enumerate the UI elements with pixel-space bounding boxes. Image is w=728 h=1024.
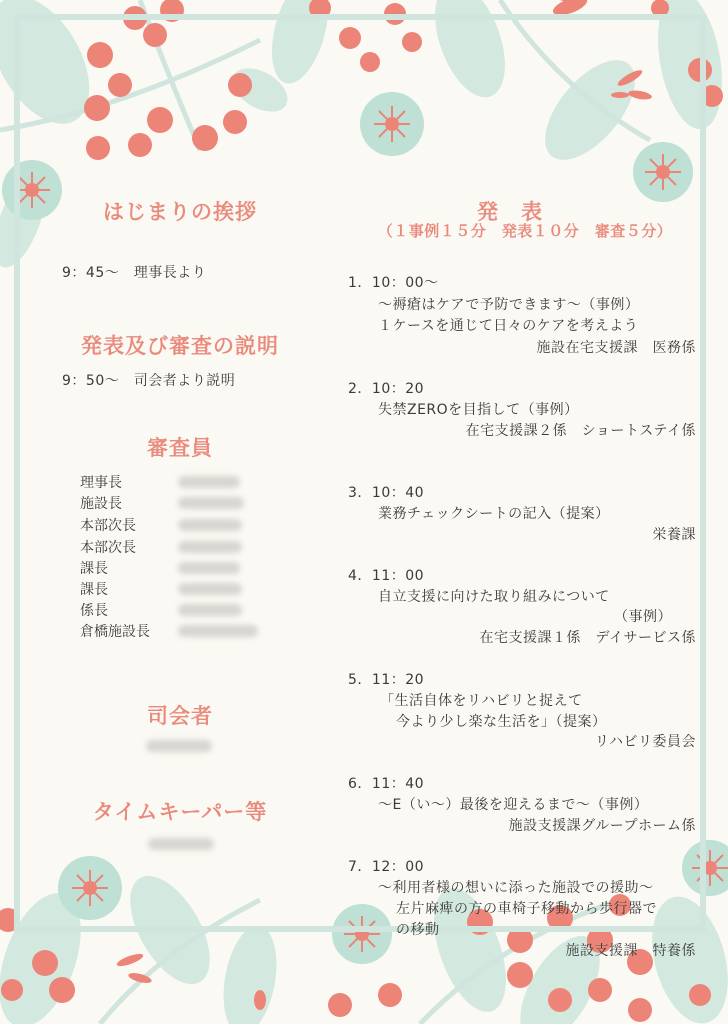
presentation-time: 7．12：00: [348, 859, 425, 875]
presentation-time: 6．11：40: [348, 776, 425, 792]
redacted-mc-name: [146, 740, 212, 752]
presentation-title: 失禁ZEROを目指して（事例）: [378, 402, 579, 418]
presentation-time: 2．10：20: [348, 381, 425, 397]
presentation-title: ～E（い～）最後を迎えるまで～（事例）: [378, 797, 649, 813]
presentations-subtitle: （１事例１５分 発表１０分 審査５分）: [377, 222, 673, 240]
judge-role: 倉橋施設長: [80, 624, 150, 640]
presentation-department: リハビリ委員会: [594, 734, 696, 750]
presentation-subtitle: の移動: [396, 922, 440, 938]
presentation-subtitle: １ケースを通じて日々のケアを考えよう: [378, 318, 639, 334]
presentation-department: 在宅支援課１係 デイサービス係: [479, 630, 696, 646]
presentation-subtitle: （事例）: [614, 609, 672, 625]
presentation-time: 3．10：40: [348, 485, 425, 501]
redacted-name: [178, 541, 242, 553]
presentation-title: 「生活自体をリハビリと捉えて: [380, 693, 583, 709]
judge-role: 本部次長: [80, 540, 136, 556]
judge-role: 本部次長: [80, 518, 136, 534]
explanation-line: 9：50～ 司会者より説明: [62, 373, 236, 389]
mc-heading: 司会者: [147, 704, 213, 728]
judge-role: 係長: [80, 603, 108, 619]
timekeeper-heading: タイムキーパー等: [92, 800, 268, 824]
presentation-title: 自立支援に向けた取り組みについて: [378, 589, 610, 605]
explanation-heading: 発表及び審査の説明: [81, 334, 279, 358]
redacted-name: [178, 604, 242, 616]
presentations-heading: 発 表: [477, 200, 543, 224]
judge-role: 理事長: [80, 475, 122, 491]
redacted-name: [178, 519, 242, 531]
presentation-department: 施設支援課グループホーム係: [508, 818, 696, 834]
presentation-time: 1．10：00～: [348, 275, 439, 291]
presentation-subtitle: 今より少し楽な生活を」（提案）: [396, 714, 607, 730]
presentation-department: 施設支援課 特養係: [565, 943, 696, 959]
presentation-title: 業務チェックシートの記入（提案）: [378, 506, 610, 522]
presentation-title: ～褥瘡はケアで予防できます～（事例）: [378, 297, 640, 313]
presentation-subtitle: 左片麻痺の方の車椅子移動から歩行器で: [396, 901, 657, 917]
redacted-name: [178, 562, 240, 574]
redacted-name: [178, 583, 242, 595]
judge-role: 施設長: [80, 496, 122, 512]
presentation-department: 施設在宅支援課 医務係: [536, 340, 696, 356]
judges-heading: 審査員: [147, 436, 213, 460]
redacted-timekeeper-name: [148, 838, 214, 850]
presentation-time: 4．11：00: [348, 568, 425, 584]
redacted-name: [178, 476, 240, 488]
judge-role: 課長: [80, 561, 108, 577]
redacted-name: [178, 625, 258, 637]
presentation-time: 5．11：20: [348, 672, 425, 688]
presentation-title: ～利用者様の想いに添った施設での援助～: [378, 880, 654, 896]
redacted-name: [178, 497, 244, 509]
opening-heading: はじまりの挨拶: [103, 200, 257, 224]
presentation-department: 在宅支援課２係 ショートステイ係: [465, 423, 696, 439]
opening-line: 9：45～ 理事長より: [62, 265, 207, 281]
presentation-department: 栄養課: [652, 527, 696, 543]
judge-role: 課長: [80, 582, 108, 598]
